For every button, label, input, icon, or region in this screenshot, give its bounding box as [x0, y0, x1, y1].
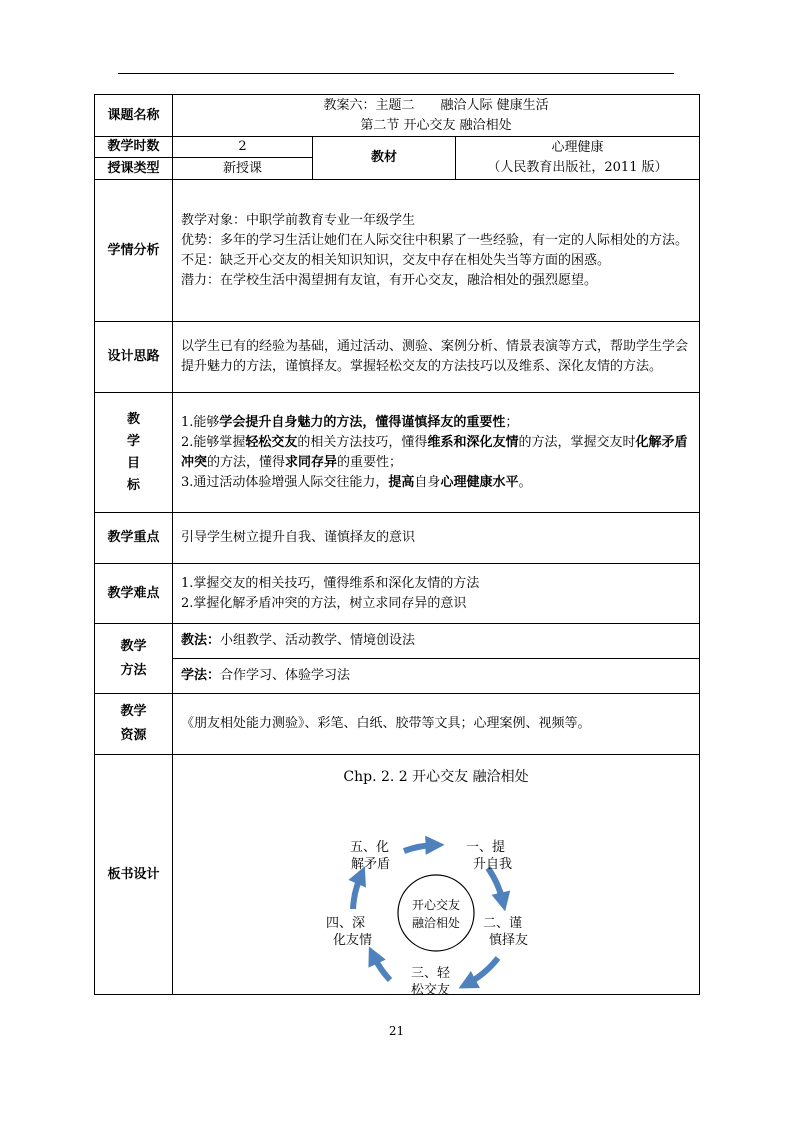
analysis-cell [173, 180, 700, 322]
center-label-1: 开心交友 [411, 898, 461, 912]
board-item-2-line-1: 二、谨 [483, 916, 523, 931]
board-title: Chp. 2. 2 开心交友 融洽相处 [343, 769, 529, 785]
difficulty-line: 2.掌握化解矛盾冲突的方法，树立求同存异的意识 [181, 595, 467, 611]
analysis-line: 教学对象：中职学前教育专业一年级学生 [181, 212, 416, 228]
type-value: 新授课 [173, 158, 313, 180]
goal-keyword: 提高 [388, 474, 415, 490]
board-item-1-line-1: 一、提 [466, 840, 506, 855]
board-item-5-line-1: 五、化 [350, 840, 390, 855]
header-rule [118, 73, 674, 74]
lesson-plan-table [94, 94, 700, 998]
goal-keyword: 心理健康水平 [440, 474, 519, 490]
board-item-1-line-2: 升自我 [473, 857, 513, 872]
goals-cell [173, 393, 700, 513]
difficulty-cell [173, 564, 700, 624]
center-label-2: 融洽相处 [411, 916, 461, 930]
textbook-cell [456, 137, 700, 180]
goal-keyword: 求同存异 [285, 454, 338, 470]
design-text: 以学生已有的经验为基础，通过活动、测验、案例分析、情景表演等方式，帮助学生学会提升魅力的方法，谨慎择友。掌握轻松交友的方法技巧以及维系、深化友情的方法。 [173, 322, 700, 393]
cycle-arrow [353, 875, 361, 909]
topic-label: 课题名称 [95, 95, 173, 137]
center-circle [398, 875, 474, 951]
cycle-arrow [467, 958, 498, 984]
board-item-2-line-2: 慎择友 [489, 933, 529, 948]
goal-text: 的方法，掌握交友时 [518, 434, 636, 450]
goal-keyword: 维系和深化友情 [427, 434, 519, 450]
difficulty-label: 教学难点 [95, 564, 173, 624]
type-label: 授课类型 [95, 158, 173, 180]
textbook-label: 教材 [313, 137, 456, 180]
analysis-line: 优势：多年的学习生活让她们在人际交往中积累了一些经验，有一定的人际相处的方法。 [181, 232, 689, 248]
board-item-3-line-1: 三、轻 [411, 966, 451, 981]
resource-label [95, 694, 173, 755]
goal-text: ； [505, 414, 519, 430]
analysis-label: 学情分析 [95, 180, 173, 322]
goals-label-char: 标 [126, 477, 140, 493]
topic-line-2: 第二节 开心交友 融洽相处 [360, 117, 512, 133]
board-item-5-line-2: 解矛盾 [351, 857, 391, 872]
goal-2 [181, 433, 691, 473]
teach-method-value: 小组教学、活动教学、情境创设法 [220, 633, 416, 648]
difficulty-line: 1.掌握交友的相关技巧，懂得维系和深化友情的方法 [181, 575, 480, 591]
page-number: 21 [388, 1024, 405, 1038]
goal-text: 的相关方法技巧，懂得 [297, 434, 428, 450]
goals-label-char: 学 [126, 433, 140, 449]
goal-keyword: 学会提升自身魅力的方法，懂得谨慎择友的重要性 [219, 414, 506, 430]
board-item-3-line-2: 松交友 [411, 983, 451, 998]
goal-text: 2.能够掌握 [181, 434, 246, 450]
goal-1 [181, 413, 691, 433]
goal-text: 的方法，懂得 [207, 454, 286, 470]
learn-method-value: 合作学习、体验学习法 [220, 668, 351, 683]
cycle-arrow [373, 955, 390, 980]
analysis-line: 潜力：在学校生活中渴望拥有友谊，有开心交友，融洽相处的强烈愿望。 [181, 272, 598, 288]
goals-label [95, 393, 173, 513]
hours-label: 教学时数 [95, 137, 173, 158]
goal-text: 1.能够 [181, 414, 220, 430]
goal-text: 自身 [414, 474, 441, 490]
key-text: 引导学生树立提升自我、谨慎择友的意识 [173, 513, 700, 564]
design-label: 设计思路 [95, 322, 173, 393]
goal-text: 的重要性； [337, 454, 403, 470]
board-cell [173, 755, 700, 998]
teach-method-key: 教法： [181, 633, 221, 648]
resource-label-line-2: 资源 [120, 728, 147, 743]
goal-text: 3.通过活动体验增强人际交往能力， [181, 474, 389, 490]
teach-method-row [173, 624, 700, 659]
hours-value: 2 [173, 137, 313, 158]
method-label-line-1: 教学 [120, 638, 147, 654]
goal-keyword: 化解矛盾冲突 [181, 434, 688, 470]
goals-label-char: 教 [126, 411, 140, 427]
learn-method-row [173, 659, 700, 694]
goal-3 [181, 473, 691, 493]
goal-keyword: 轻松交友 [245, 434, 298, 450]
cycle-arrow [404, 845, 435, 851]
cycle-arrow [488, 868, 503, 902]
resource-text: 《朋友相处能力测验》、彩笔、白纸、胶带等文具；心理案例、视频等。 [173, 694, 700, 755]
method-label [95, 624, 173, 694]
board-item-4-line-1: 四、深 [326, 916, 366, 931]
key-label: 教学重点 [95, 513, 173, 564]
goals-label-char: 目 [126, 455, 140, 471]
learn-method-key: 学法： [181, 668, 221, 683]
resource-label-line-1: 教学 [120, 704, 147, 719]
board-diagram [173, 787, 698, 998]
goal-text: 。 [518, 474, 532, 490]
analysis-line: 不足：缺乏开心交友的相关知识知识，交友中存在相处失当等方面的困惑。 [181, 252, 611, 268]
board-label: 板书设计 [95, 755, 173, 995]
topic-cell [173, 95, 700, 137]
board-item-4-line-2: 化友情 [333, 933, 373, 948]
method-label-line-2: 方法 [120, 662, 147, 678]
textbook-line-2: （人民教育出版社，2011 版） [487, 160, 668, 175]
textbook-line-1: 心理健康 [551, 140, 604, 155]
topic-line-1: 教案六：主题二 融洽人际 健康生活 [323, 97, 549, 113]
